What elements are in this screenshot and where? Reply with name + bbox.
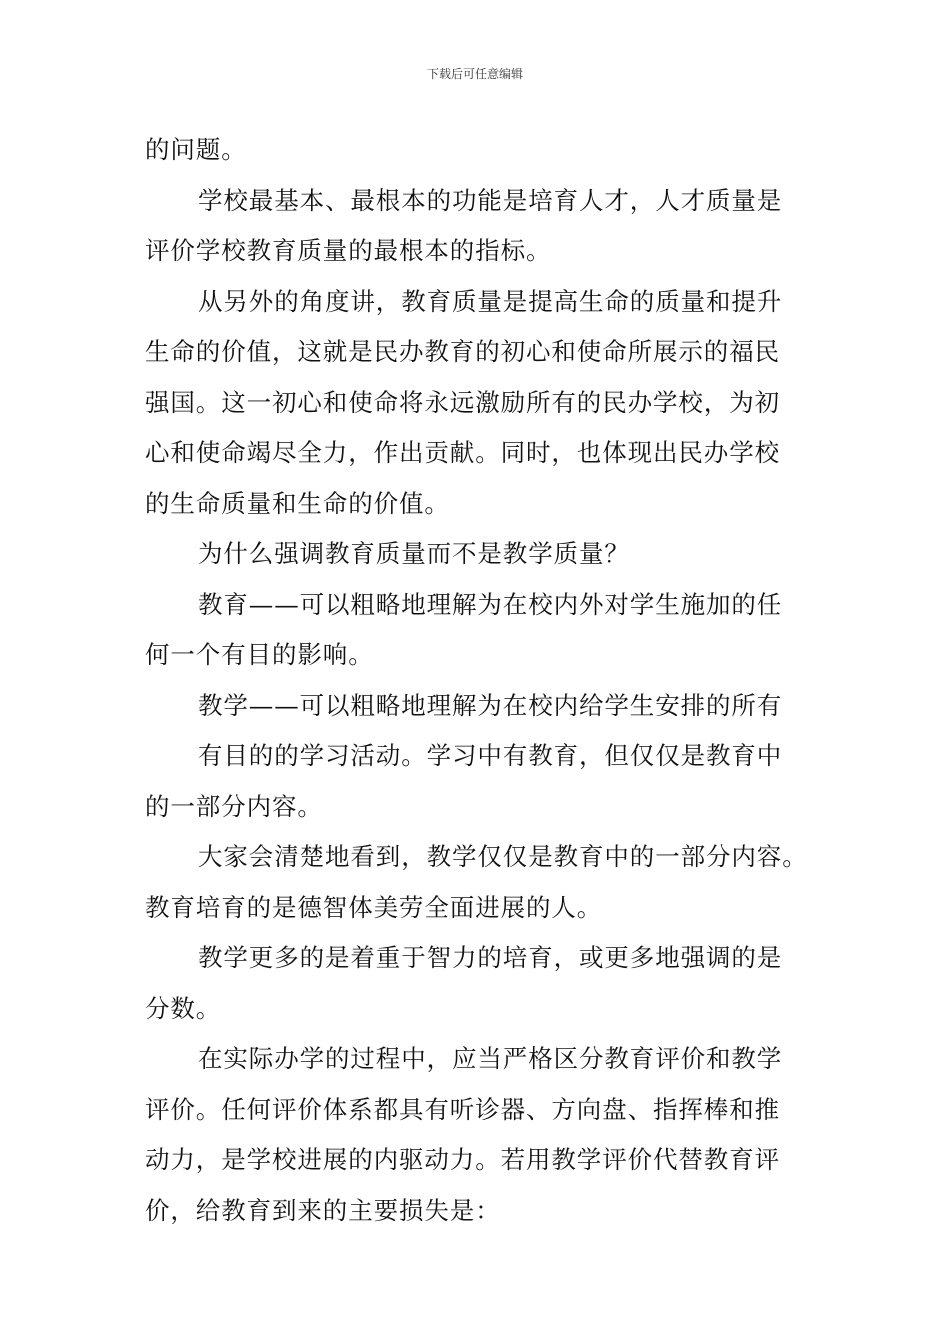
document-body <box>145 125 815 1236</box>
text-line: 强国。这一初心和使命将永远激励所有的民办学校，为初 <box>145 387 780 417</box>
text-line: 的问题。 <box>145 135 247 164</box>
text-line: 为什么强调教育质量而不是教学质量？ <box>198 539 630 568</box>
text-line: 生命的价值，这就是民办教育的初心和使命所展示的福民 <box>145 337 780 366</box>
text-line: 评价。任何评价体系都具有听诊器、方向盘、指挥棒和推 <box>145 1094 780 1124</box>
text-line: 心和使命竭尽全力，作出贡献。同时，也体现出民办学校 <box>145 438 780 467</box>
text-line: 动力，是学校进展的内驱动力。若用教学评价代替教育评 <box>145 1145 780 1174</box>
text-line: 的一部分内容。 <box>145 791 323 821</box>
text-line: 从另外的角度讲，教育质量是提高生命的质量和提升 <box>198 286 783 316</box>
text-line: 何一个有目的影响。 <box>145 640 374 669</box>
text-line: 学校最基本、最根本的功能是培育人才，人才质量是 <box>198 185 783 215</box>
text-line: 教学——可以粗略地理解为在校内给学生安排的所有 <box>198 690 783 720</box>
text-line: 教育——可以粗略地理解为在校内外对学生施加的任 <box>198 589 783 619</box>
text-line: 大家会清楚地看到，教学仅仅是教育中的一部分内容。 <box>198 842 808 871</box>
text-line: 有目的的学习活动。学习中有教育，但仅仅是教育中 <box>198 741 783 770</box>
text-line: 评价学校教育质量的最根本的指标。 <box>145 236 552 265</box>
text-line: 教学更多的是着重于智力的培育，或更多地强调的是 <box>198 943 783 972</box>
text-line: 教育培育的是德智体美劳全面进展的人。 <box>145 892 603 922</box>
text-line: 的生命质量和生命的价值。 <box>145 488 450 518</box>
text-line: 在实际办学的过程中，应当严格区分教育评价和教学 <box>198 1044 783 1073</box>
text-line: 价，给教育到来的主要损失是： <box>145 1195 501 1225</box>
page-header: 下载后可任意编辑 <box>426 67 523 81</box>
text-line: 分数。 <box>145 993 222 1023</box>
